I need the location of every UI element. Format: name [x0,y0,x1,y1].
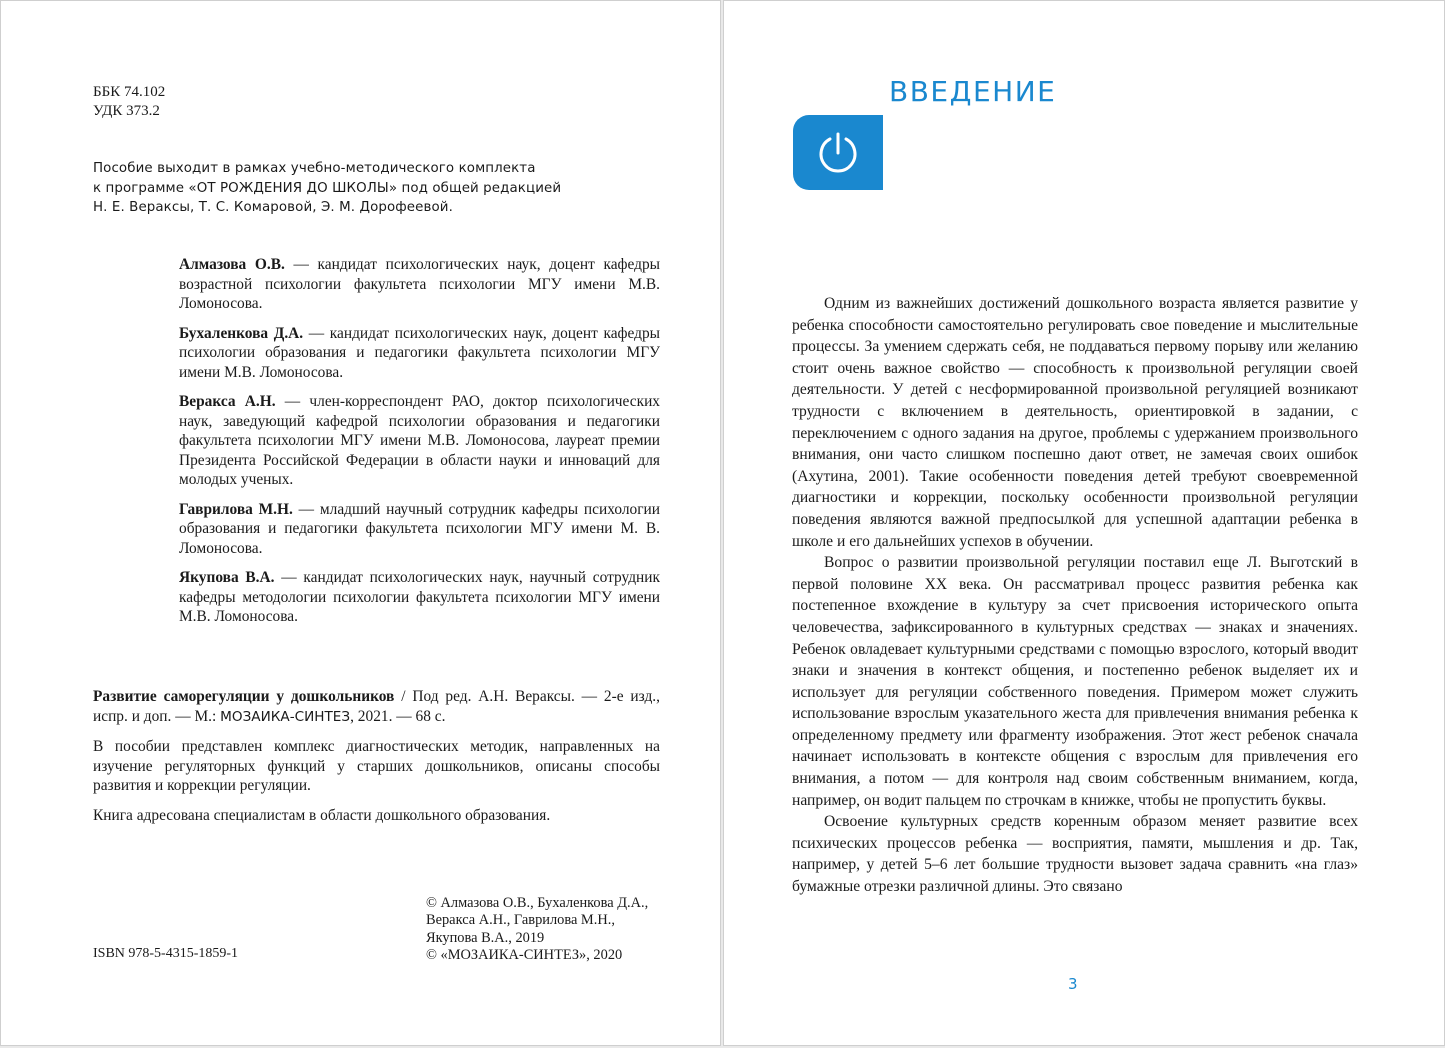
author-name: Алмазова О.В. [179,256,285,273]
series-note-line: к программе «ОТ РОЖДЕНИЯ ДО ШКОЛЫ» под общей редакцией [93,180,562,196]
copyright-block [426,895,648,964]
citation-part: / Под ред. А.Н. Вераксы. — 2-е изд., испр. и доп. — М.: [93,688,660,725]
series-note-line: Пособие выходит в рамках учебно-методического комплекта [93,161,536,176]
classification-codes [93,83,165,121]
udk-code: УДК 373.2 [93,103,160,119]
chapter-body [792,293,1358,898]
copyright-line: © Алмазова О.В., Бухаленкова Д.А., [426,895,649,911]
body-paragraph: Освоение культурных средств коренным образом меняет развитие всех психических процессов ребенка — восприятия, памяти, мышления и др. Так, например, у детей 5–6 лет большие трудности вызовет задача сравнить «на глаз» бумажные отрезки различной длины. Это связано [792,813,1358,896]
author-name: Бухаленкова Д.А. [179,324,304,342]
publisher-name: МОЗАИКА-СИНТЕЗ [220,708,351,725]
author-description: — член-корреспондент РАО, доктор психологических наук, заведующий кафедрой психологии образования и педагогики факультета психологии МГУ имени М.В. Ломоносова, лауреат премии Президента Российской Федерации в области науки и инноваций для молодых ученых. [179,393,661,488]
author-entry [179,568,660,627]
copyright-line: Якупова В.А., 2019 [426,929,545,946]
power-icon [815,129,861,175]
chapter-title: ВВЕДЕНИЕ [889,75,1057,108]
author-description: — кандидат психологических наук, доцент кафедры возрастной психологии факультета психологии МГУ имени М.В. Ломоносова. [179,256,660,312]
series-note [93,159,613,218]
copyright-line: Веракса А.Н., Гаврилова М.Н., [426,912,615,929]
author-name: Веракса А.Н. [179,393,276,410]
author-entry [179,392,660,490]
left-page [0,0,721,1046]
author-description: — младший научный сотрудник кафедры психологии образования и педагогики факультета психологии МГУ имени М. В. Ломоносова. [179,500,660,557]
authors-list [179,255,660,637]
author-name: Гаврилова М.Н. [179,500,293,518]
author-entry [179,324,660,383]
audience-note: Книга адресована специалистам в области дошкольного образования. [93,806,551,824]
body-paragraph: Одним из важнейших достижений дошкольного возраста является развитие у ребенка способности самостоятельно регулировать свое поведение и мыслительные процессы. За умением сдержать себя, не поддаваться первому порыву или желанию стоит очень важное свойство — способность к произвольной регуляции своей деятельности. У детей с несформированной произвольной регуляцией возникают трудности с включением в деятельность, ориентировкой в задании, с переключением с одного задания на другое, проблемы с удержанием произвольного внимания, они часто слишком поспешно дают ответ, не замечая своих ошибок (Ахутина, 2001). Такие особенности поведения детей требуют своевременной диагностики и коррекции, поскольку особенности произвольной регуляции поведения являются важной предпосылкой для успешной адаптации ребенка в школе и его дальнейших успехов в обучении. [792,295,1358,550]
citation [93,687,660,727]
right-page [723,0,1445,1046]
author-entry [179,500,660,559]
author-entry [179,255,660,314]
author-name: Якупова В.А. [179,569,275,586]
series-note-line: Н. Е. Вераксы, Т. С. Комаровой, Э. М. Дорофеевой. [93,200,453,215]
body-paragraph: Вопрос о развитии произвольной регуляции поставил еще Л. Выготский в первой половине XX века. Он рассматривал процесс развития ребенка как постепенное вхождение в культуру за счет присвоения исторического опыта человечества, зафиксированного в культурных средствах — знаках и значениях. Ребенок овладевает культурными средствами с помощью взрослого, который вводит знаки и значения в контекст общения, и постепенно ребенок выделяет их и использует для регуляции собственного поведения. Примером может служить использование взрослым указательного жеста для привлечения внимания ребенка к определенному предмету или фрагменту изображения. Этот жест ребенок сначала начинает использовать в контексте общения с взрослым для привлечения его внимания, а потом — для контроля над своим собственным вниманием, когда, например, он водит пальцем по строчкам в книжке, чтобы не пропустить буквы. [792,554,1358,809]
chapter-icon-box [793,115,883,190]
book-title: Развитие саморегуляции у дошкольников [93,688,395,705]
abstract: В пособии представлен комплекс диагностических методик, направленных на изучение регуляторных функций у старших дошкольников, описаны способы развития и коррекции регуляции. [93,738,660,794]
bbk-code: ББК 74.102 [93,84,166,100]
citation-part: , 2021. — 68 с. [350,707,446,725]
author-description: — кандидат психологических наук, доцент кафедры психологии образования и педагогики факультета психологии МГУ имени М.В. Ломоносова. [179,324,660,381]
bibliographic-record [93,687,660,835]
isbn: ISBN 978-5-4315-1859-1 [93,946,239,961]
author-description: — кандидат психологических наук, научный сотрудник кафедры методологии психологии факультета психологии МГУ имени М.В. Ломоносова. [179,569,660,625]
copyright-line: © «МОЗАИКА-СИНТЕЗ», 2020 [426,946,623,963]
page-number: 3 [1068,975,1078,993]
